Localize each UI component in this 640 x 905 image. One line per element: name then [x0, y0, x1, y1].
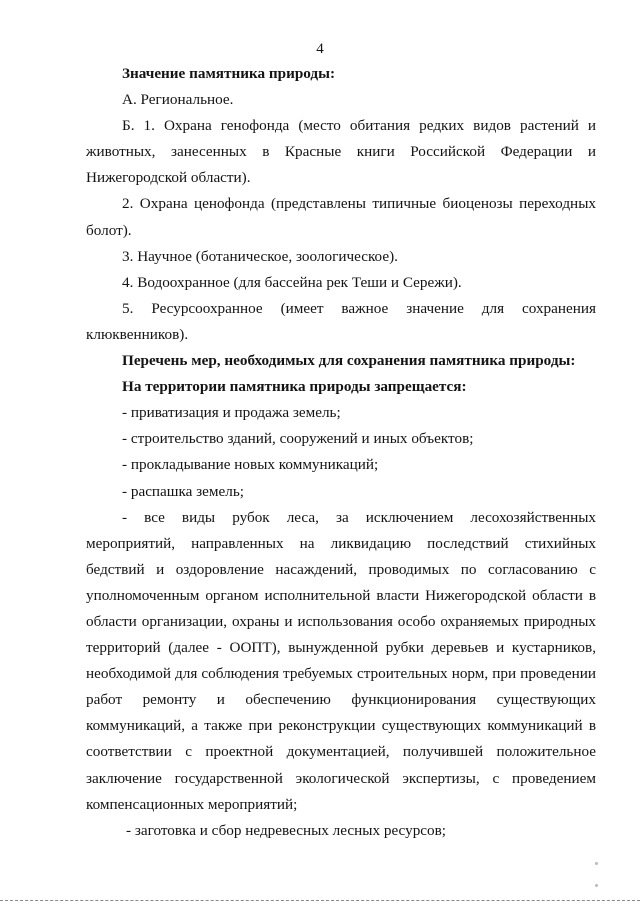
page-number: 4	[316, 41, 324, 57]
section-subheading-prohibited: На территории памятника природы запрещается:	[122, 378, 467, 396]
prohibition-item: - распашка земель;	[122, 482, 244, 500]
item-water-protection: 4. Водоохранное (для бассейна рек Теши и Сережи).	[122, 273, 462, 291]
scan-artifact	[595, 862, 598, 865]
prohibition-item: - строительство зданий, сооружений и иных объектов;	[122, 430, 474, 448]
item-regional: А. Региональное.	[122, 91, 234, 109]
prohibition-item: - приватизация и продажа земель;	[122, 404, 341, 422]
prohibition-item: - все виды рубок леса, за исключением лесохозяйственных мероприятий, направленных на ликвидацию последствий стихийных бедствий и оздоровление насаждений, проводимых по согласованию с уполномоченным органом исполнительной власти Нижегородской области в области организации, охраны и использования особо охраняемых природных территорий (далее - ООПТ), вынужденной рубки деревьев и кустарников, необходимой для соблюдения требуемых строительных норм, при проведении работ ремонту и обеспечению функционирования существующих коммуникаций, а также при реконструкции существующих коммуникаций в соответствии с проектной документацией, получившей положительное заключение государственной экологической экспертизы, с проведением компенсационных мероприятий;	[86, 508, 596, 813]
item-genofond: Б. 1. Охрана генофонда (место обитания редких видов растений и животных, занесенных в Красные книги Российской Федерации и Нижегородской области).	[86, 117, 596, 187]
prohibition-item: - заготовка и сбор недревесных лесных ресурсов;	[126, 821, 447, 839]
document-body	[86, 61, 596, 844]
prohibition-item: - прокладывание новых коммуникаций;	[122, 456, 379, 474]
section-heading-significance: Значение памятника природы:	[122, 65, 336, 82]
item-cenofond: 2. Охрана ценофонда (представлены типичные биоценозы переходных болот).	[86, 195, 596, 239]
section-heading-measures: Перечень мер, необходимых для сохранения памятника природы:	[122, 352, 576, 370]
scan-artifact	[595, 884, 598, 887]
page-bottom-edge	[0, 900, 640, 901]
item-scientific: 3. Научное (ботаническое, зоологическое).	[122, 247, 398, 265]
item-resource-protection: 5. Ресурсоохранное (имеет важное значение для сохранения клюквенников).	[86, 299, 596, 343]
